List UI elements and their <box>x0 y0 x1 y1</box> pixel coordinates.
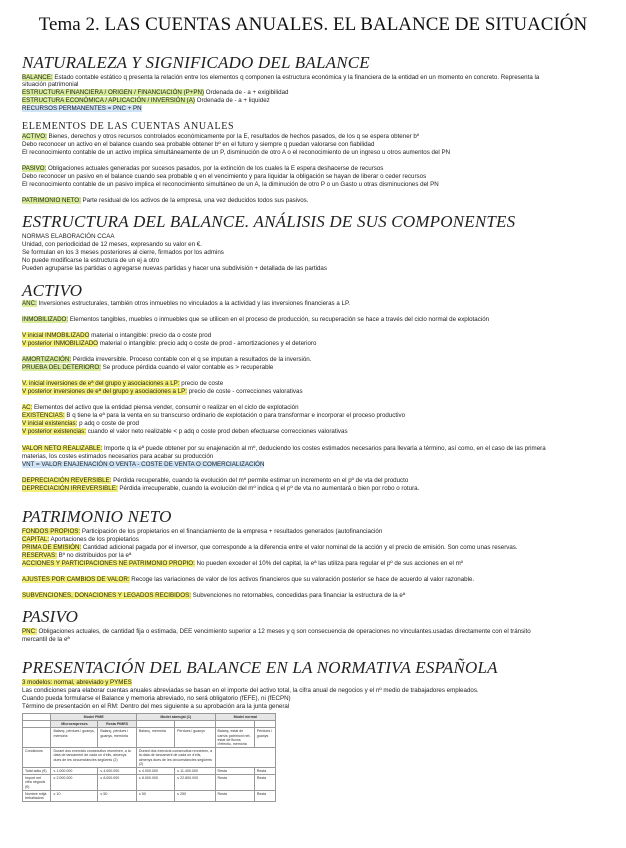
line-ac: AC: Elementos del activo que la entidad piensa vender, consumir o realizar en el ciclo de explotación <box>22 404 299 411</box>
line-v-posterior-exist: V posterior existencias: cuando el valor neto realizable < p adq o coste prod deben efectuarse correcciones valorativas <box>22 428 348 435</box>
table-cell: Balanç, pèrdues i guanys, memòria <box>98 728 137 748</box>
line-v-inicial-exist: V inicial existencias: p adq o coste de prod <box>22 420 139 427</box>
heading-estructura: ESTRUCTURA DEL BALANCE. ANÁLISIS DE SUS COMPONENTES <box>22 212 516 231</box>
term-pasivo: PASIVO: <box>22 165 47 172</box>
table-cell: Resta <box>215 790 254 801</box>
line-no-modificarse: No puede modificarse la estructura de un ej a otro <box>22 257 160 264</box>
table-cell: Resta <box>254 768 275 775</box>
line-subvenciones: SUBVENCIONES, DONACIONES Y LEGADOS RECIBIDOS: Subvenciones no retornables, concedidas para financiar la estructura de la eª <box>22 592 406 599</box>
table-cell: Balanç, memòria <box>136 728 174 748</box>
table-cell: ≤ 50 <box>136 790 174 801</box>
line-recursos-permanentes <box>22 105 142 112</box>
term-dep-irreversible: DEPRECIACIÓN IRREVERSIBLE: <box>22 485 118 492</box>
table-cell: Resta <box>215 775 254 791</box>
line-agruparse: Pueden agruparse las partidas o agregarse nuevas partidas y hacer una subdivisión + detallada de las partidas <box>22 265 327 272</box>
line-normas: NORMAS ELABORACIÓN CCAA <box>22 233 115 240</box>
term-estructura-financiera: ESTRUCTURA FINANCIERA / ORIGEN / FINANCIACIÓN (P+PN) <box>22 89 205 96</box>
line-pasivo-2: Debo reconocer un pasivo en el balance cuando sea probable q en el vencimiento y para liquidar la obligación se hayan de liberar o ceder recursos <box>22 173 427 180</box>
line-activo-2: Debo reconocer un activo en el balance cuando sea probable obtener bº en el futuro y siempre q puedan valorarse con fiabilidad <box>22 141 375 148</box>
comparison-table <box>22 713 276 802</box>
term-patrimonio-neto: PATRIMONIO NETO: <box>22 197 81 204</box>
line-activo-def: ACTIVO: Bienes, derechos y otros recursos controlados económicamente por la E, resultados de hechos pasados, de los q se espera obtener bº <box>22 133 420 140</box>
term-acciones: ACCIONES Y PARTICIPACIONES NE PATRIMONIO PROPIO: <box>22 560 195 567</box>
line-dep-reversible: DEPRECIACIÓN REVERSIBLE: Pérdida recuperable, cuando la evolución del mº permite estimar un incremento en el pº de vta del producto <box>22 477 409 484</box>
heading-activo: ACTIVO <box>22 281 83 300</box>
table-row-label: Import net xifra negocis (€) <box>23 775 51 791</box>
table-cell: ≤ 2.000.000 <box>51 775 98 791</box>
table-cell: ≤ 22.800.000 <box>175 775 215 791</box>
line-formulan: Se formulan en los 3 meses posteriores al cierre, firmados por los admins <box>22 249 224 256</box>
line-anc: ANC: Inversiones estructurales, también otros inmuebles no vinculados a la actividad y las inversiones financieras a LP. <box>22 300 351 307</box>
line-vnt <box>22 461 264 468</box>
line-amortizacion: AMORTIZACIÓN: Pérdida irreversible. Proceso contable con el q se imputan a resultados de la inversión. <box>22 356 312 363</box>
table-cell: Durant dos exercicis consecutius reuneixen, a la data de tancament de cada un d'ells, almenys dues de les circumstàncies següents (2) <box>136 748 215 768</box>
line-activo-3: El reconocimiento contable de un activo implica simultáneamente de un P, disminución de otro A o el reconocimiento de un ingreso u otros aumentos del PN <box>22 149 451 156</box>
table-cell: ≤ 4.000.000 <box>136 768 174 775</box>
line-vnr: VALOR NETO REALIZABLE: Importe q la eª puede obtener por su enajenación al mº, deduciendo los costes estimados necesarios para llevarla a término, así como, en el caso de las primera <box>22 445 546 452</box>
line-v-inicial-grupo: V. inicial inversiones de eª del grupo y asociaciones a LP: precio de coste <box>22 380 224 387</box>
table-header-normal: Model normal <box>215 714 275 721</box>
line-abreviado: Cuando pueda formularse el Balance y memoria abreviado, no será obligatorio (fEFE), ni (fECPN) <box>22 695 291 702</box>
table-row <box>23 790 276 801</box>
term-v-inicial-grupo: V. inicial inversiones de eª del grupo y asociaciones a LP: <box>22 380 180 387</box>
table-cell: ≤ 1.000.000 <box>51 768 98 775</box>
line-pnc-cont: mercantil de la eª <box>22 636 70 643</box>
term-v-posterior-inm: V posterior INMOBILIZADO <box>22 340 98 347</box>
term-v-posterior-grupo: V posterior inversiones de eª del grupo y asociaciones a LP: <box>22 388 187 395</box>
line-balance-cont: situación patrimonial <box>22 81 79 88</box>
line-estructura-financiera: ESTRUCTURA FINANCIERA / ORIGEN / FINANCIACIÓN (P+PN) Ordenada de - a + exigibilidad <box>22 89 289 96</box>
table-cell: Resta <box>254 775 275 791</box>
term-subvenciones: SUBVENCIONES, DONACIONES Y LEGADOS RECIBIDOS: <box>22 592 191 599</box>
line-termino: Término de presentación en el RM: Dentro del mes siguiente a su aprobación ara la junta general <box>22 703 290 710</box>
table-row <box>23 775 276 791</box>
line-dep-irreversible: DEPRECIACIÓN IRREVERSIBLE: Pérdida irrecuperable, cuando la evolución del mº indica q el pº de vta no aumentará o bien por robo o rotura. <box>22 485 420 492</box>
term-vnr: VALOR NETO REALIZABLE: <box>22 445 103 452</box>
term-amortizacion: AMORTIZACIÓN: <box>22 356 72 363</box>
line-acciones: ACCIONES Y PARTICIPACIONES NE PATRIMONIO PROPIO: No pueden exceder el 10% del capital, la eª las utiliza para regular el pº de sus acciones en el mº <box>22 560 464 567</box>
term-estructura-economica: ESTRUCTURA ECONÓMICA / APLICACIÓN / INVERSIÓN (A) <box>22 97 195 104</box>
line-pnc: PNC: Obligaciones actuales, de cantidad fija o estimada, DEE vencimiento superior a 12 meses y q son consecuencia de operaciones no vinculantes.usadas directamente con el tránsito <box>22 628 531 635</box>
table-cell: ≤ 10 <box>51 790 98 801</box>
line-modelos <box>22 679 132 686</box>
term-recursos-permanentes: RECURSOS PERMANENTES = PNC + PN <box>22 105 142 112</box>
heading-patrimonio: PATRIMONIO NETO <box>22 507 172 526</box>
term-reservas: RESERVAS: <box>22 552 57 559</box>
table-row <box>23 768 276 775</box>
term-fondos-propios: FONDOS PROPIOS: <box>22 528 81 535</box>
term-v-posterior-exist: V posterior existencias: <box>22 428 86 435</box>
table-sub-micro: Microempreses <box>51 721 98 728</box>
term-pnc: PNC: <box>22 628 37 635</box>
heading-pasivo: PASIVO <box>22 607 79 626</box>
table-cell: ≤ 8.000.000 <box>136 775 174 791</box>
term-activo: ACTIVO: <box>22 133 47 140</box>
line-pn-def: PATRIMONIO NETO: Parte residual de los activos de la empresa, una vez deducidos todos sus pasivos. <box>22 197 309 204</box>
line-condiciones: Las condiciones para elaborar cuentas anuales abreviadas se basan en el importe del activo total, la cifra anual de negocios y el nº medio de trabajadores empleados. <box>22 687 479 694</box>
line-capital: CAPITAL: Aportaciones de los propietarios <box>22 536 139 543</box>
table-row <box>23 728 276 748</box>
line-existencias: EXISTENCIAS: B q tiene la eª para la venta en su transcurso ordinario de explotación o para transformar e incorporar el proceso productivo <box>22 412 406 419</box>
table-cell: Durant dos exercicis consecutius reuneixen, a la data de tancament de cada un d'ells, almenys dues de les circumstàncies següents (2) <box>51 748 136 768</box>
page-title: Tema 2. LAS CUENTAS ANUALES. EL BALANCE DE SITUACIÓN <box>38 14 588 35</box>
term-inmovilizado: INMOBILIZADO: <box>22 316 69 323</box>
term-v-inicial-inm: V inicial INMOBILIZADO <box>22 332 90 339</box>
table-row-label: Total actiu (€) <box>23 768 51 775</box>
table-cell: ≤ 4.000.000 <box>98 768 137 775</box>
table-cell: ≤ 11.400.000 <box>175 768 215 775</box>
line-balance: BALANCE: Estado contable estático q presenta la relación entre los elementos q componen la estructura económica y la financiera de la entidad en un momento en concreto. Representa la <box>22 74 540 81</box>
table-row-label: Nombre mitjà treballadors <box>23 790 51 801</box>
heading-presentacion: PRESENTACIÓN DEL BALANCE EN LA NORMATIVA ESPAÑOLA <box>22 658 498 677</box>
line-reservas: RESERVAS: Bº no distribuidos por la eª <box>22 552 132 559</box>
line-v-posterior-inm: V posterior INMOBILIZADO material o intangible: precio adq o coste de prod - amortizaciones y el deterioro <box>22 340 317 347</box>
table-header-abreviado: Model abreujat (1) <box>136 714 215 721</box>
line-prima-emision: PRIMA DE EMISIÓN: Cantidad adicional pagada por el inversor, que corresponde a la diferencia entre el valor nominal de la acción y el precio de emisión. Son como unas reservas. <box>22 544 518 551</box>
line-estructura-economica: ESTRUCTURA ECONÓMICA / APLICACIÓN / INVERSIÓN (A) Ordenada de - a + liquidez <box>22 97 270 104</box>
line-vnr-cont: materias, los costes estimados necesarios para acabar su producción <box>22 453 214 460</box>
term-ac: AC: <box>22 404 33 411</box>
table-cell: Resta <box>215 768 254 775</box>
heading-naturaleza: NATURALEZA Y SIGNIFICADO DEL BALANCE <box>22 53 370 72</box>
table-cell: Pèrdues i guanys <box>254 728 275 748</box>
table-subheader-row <box>23 721 276 728</box>
line-ajustes: AJUSTES POR CAMBIOS DE VALOR: Recoge las variaciones de valor de los activos financieros que su valoración posterior se hace de acuerdo al valor razonable. <box>22 576 475 583</box>
table-row-label: Condicions <box>23 748 51 768</box>
term-prima-emision: PRIMA DE EMISIÓN: <box>22 544 82 551</box>
term-existencias: EXISTENCIAS: <box>22 412 65 419</box>
table-cell: Pèrdues i guanys <box>175 728 215 748</box>
table-header-pymes: Model PIME <box>51 714 136 721</box>
term-modelos: 3 modelos: normal, abreviado y PYMES <box>22 679 132 686</box>
line-unidad: Unidad, con periodicidad de 12 meses, expresando su valor en €. <box>22 241 202 248</box>
term-v-inicial-exist: V inicial existencias: <box>22 420 78 427</box>
term-deterioro: PRUEBA DEL DETERIORO: <box>22 364 101 371</box>
table-cell: ≤ 50 <box>98 790 137 801</box>
term-ajustes: AJUSTES POR CAMBIOS DE VALOR: <box>22 576 130 583</box>
term-dep-reversible: DEPRECIACIÓN REVERSIBLE: <box>22 477 112 484</box>
table-cell: ≤ 250 <box>175 790 215 801</box>
table-cell: Balanç, pèrdues i guanys, memòria <box>51 728 98 748</box>
line-inmovilizado: INMOBILIZADO: Elementos tangibles, muebles o inmuebles que se utilicen en el proceso de producción, su recuperación se hace a través del ciclo normal de explotación <box>22 316 490 323</box>
line-pasivo-def: PASIVO: Obligaciones actuales generadas por sucesos pasados, por la extinción de los cuales la E espera deshacerse de recursos <box>22 165 384 172</box>
line-v-posterior-grupo: V posterior inversiones de eª del grupo y asociaciones a LP: precio de coste - correcciones valorativas <box>22 388 303 395</box>
table-cell: Balanç, estat de canvis patrimoni net, estat de fluxos d'efectiu, memòria <box>215 728 254 748</box>
term-capital: CAPITAL: <box>22 536 50 543</box>
table-sub-resta: Resta PIMES <box>98 721 137 728</box>
term-vnt: VNT = VALOR ENAJENACIÓN O VENTA - COSTE DE VENTA O COMERCIALIZACIÓN <box>22 461 265 468</box>
line-v-inicial-inm: V inicial INMOBILIZADO material o intangible: precio da o coste prod <box>22 332 212 339</box>
table-cell: ≤ 8.000.000 <box>98 775 137 791</box>
table-cell: Resta <box>254 790 275 801</box>
table-header-row <box>23 714 276 721</box>
heading-elementos: ELEMENTOS DE LAS CUENTAS ANUALES <box>22 121 235 132</box>
line-pasivo-3: El reconocimiento contable de un pasivo implica el reconocimiento simultáneo de un A, la diminución de otro P o un Gasto u otras disminuciones del PN <box>22 181 439 188</box>
term-anc: ANC: <box>22 300 37 307</box>
line-fondos-propios: FONDOS PROPIOS: Participación de los propietarios en el financiamiento de la empresa + resultados generados (autofinanciación <box>22 528 383 535</box>
line-deterioro: PRUEBA DEL DETERIORO: Se produce pérdida cuando el valor contable es > recuperable <box>22 364 274 371</box>
table-row <box>23 748 276 768</box>
term-balance: BALANCE: <box>22 74 53 81</box>
